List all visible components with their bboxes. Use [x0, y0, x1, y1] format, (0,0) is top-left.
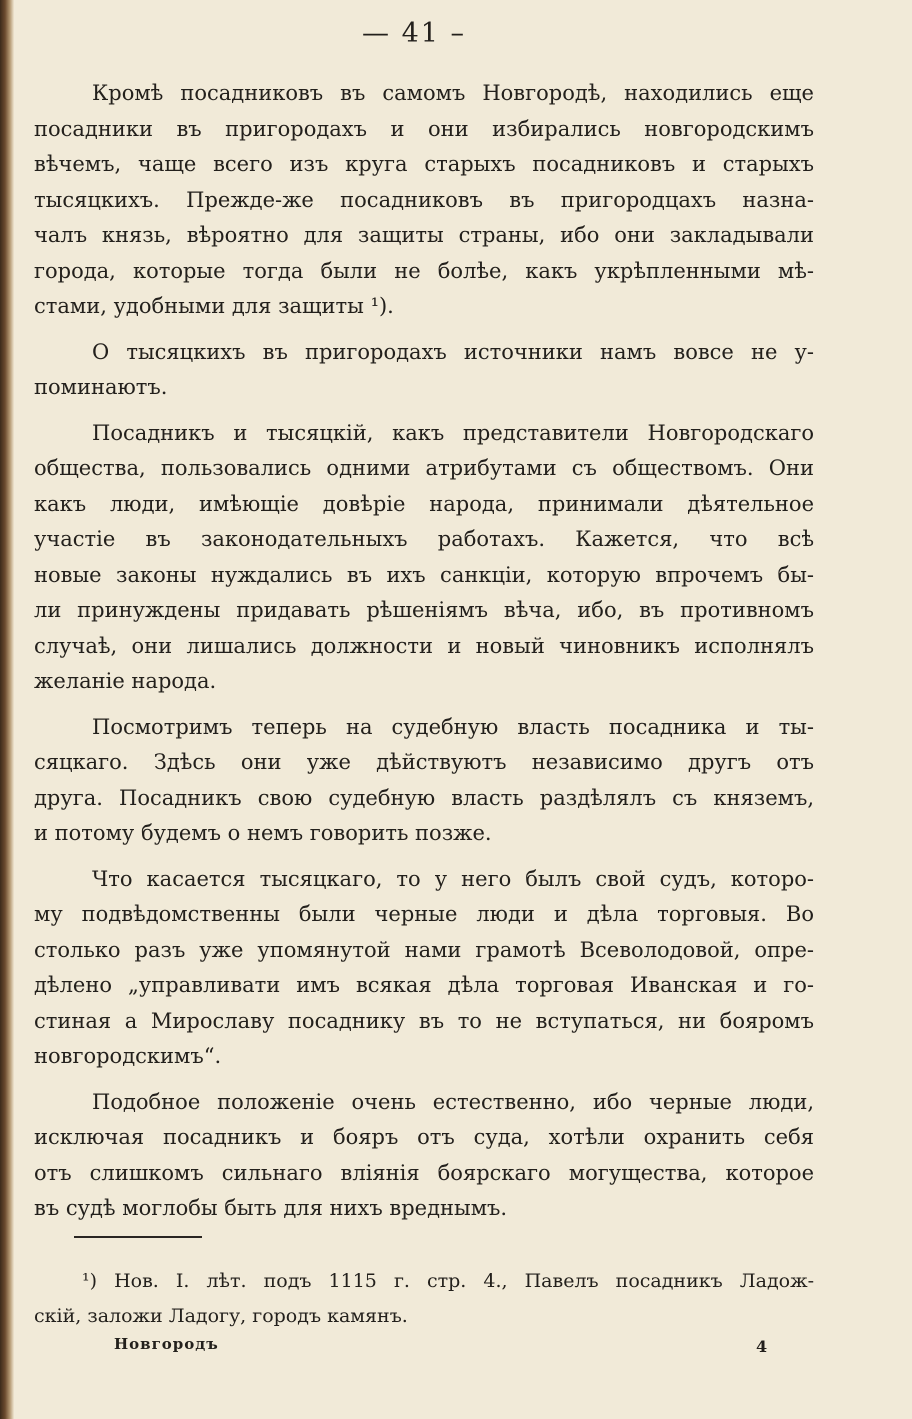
- paragraph-line: общества, пользовались одними атрибутами съ обществомъ. Они: [34, 456, 814, 480]
- sheet-number: 4: [756, 1337, 768, 1356]
- paragraph-line: ли принуждены придавать рѣшеніямъ вѣча, ибо, въ противномъ: [34, 598, 814, 622]
- footnote-line: ¹) Нов. І. лѣт. подъ 1115 г. стр. 4., Павелъ посадникъ Ладож-: [82, 1270, 814, 1292]
- paragraph-line: въ судѣ моглобы быть для нихъ вреднымъ.: [34, 1196, 508, 1220]
- paragraph-6: [34, 1085, 814, 1227]
- paragraph-line: стами, удобными для защиты ¹).: [34, 294, 394, 318]
- paragraph-3: [34, 416, 814, 700]
- paragraph-line: новые законы нуждались въ ихъ санкціи, которую впрочемъ бы-: [34, 562, 814, 587]
- paragraph-line: Посмотримъ теперь на судебную власть посадника и ты-: [92, 714, 814, 739]
- footnote: [34, 1264, 814, 1334]
- paragraph-line: тысяцкихъ. Прежде-же посадниковъ въ пригородцахъ назна-: [34, 187, 814, 212]
- paragraph-line: участіе въ законодательныхъ работахъ. Кажется, что всѣ: [34, 527, 814, 551]
- paragraph-4: [34, 710, 814, 852]
- paragraph-line: Посадникъ и тысяцкій, какъ представители Новгородскаго: [92, 420, 814, 445]
- page-number: — 41 –: [361, 18, 467, 49]
- paragraph-line: Подобное положеніе очень естественно, ибо черные люди,: [92, 1089, 814, 1114]
- paragraph-line: стиная а Мирославу посаднику въ то не вступаться, ни бояромъ: [34, 1008, 814, 1033]
- document-page: [34, 0, 834, 1419]
- paragraph-line: друга. Посадникъ свою судебную власть раздѣлялъ съ княземъ,: [34, 785, 814, 810]
- paragraph-line: дѣлено „управливати имъ всякая дѣла торговая Иванская и го-: [34, 973, 814, 997]
- paragraph-line: му подвѣдомственны были черные люди и дѣла торговыя. Во: [34, 902, 814, 926]
- paragraph-line: исключая посадникъ и бояръ отъ суда, хотѣли охранить себя: [34, 1125, 814, 1149]
- page-binding-edge: [0, 0, 14, 1419]
- paragraph-line: и потому будемъ о немъ говорить позже.: [34, 821, 492, 845]
- paragraph-line: новгородскимъ“.: [34, 1044, 222, 1068]
- paragraph-line: столько разъ уже упомянутой нами грамотѣ Всеволодовой, опре-: [34, 937, 814, 962]
- paragraph-1: [34, 76, 814, 325]
- footnote-line: скій, заложи Ладогу, городъ камянъ.: [34, 1305, 408, 1327]
- paragraph-line: чалъ князь, вѣроятно для защиты страны, ибо они закладывали: [34, 223, 814, 247]
- footnote-divider: [74, 1236, 202, 1238]
- paragraph-line: поминаютъ.: [34, 375, 168, 399]
- paragraph-line: города, которые тогда были не болѣе, какъ укрѣпленными мѣ-: [34, 258, 814, 283]
- printer-signature: Новгородъ: [114, 1335, 219, 1353]
- paragraph-line: Кромѣ посадниковъ въ самомъ Новгородѣ, находились еще: [92, 81, 814, 105]
- paragraph-2: [34, 335, 814, 406]
- paragraph-line: сяцкаго. Здѣсь они уже дѣйствуютъ независимо другъ отъ: [34, 750, 814, 774]
- paragraph-line: Что касается тысяцкаго, то у него былъ свой судъ, которо-: [92, 866, 814, 891]
- paragraph-line: О тысяцкихъ въ пригородахъ источники намъ вовсе не у-: [92, 339, 814, 364]
- paragraph-line: вѣчемъ, чаще всего изъ круга старыхъ посадниковъ и старыхъ: [34, 152, 814, 176]
- paragraph-5: [34, 862, 814, 1075]
- paragraph-line: посадники въ пригородахъ и они избирались новгородскимъ: [34, 116, 814, 141]
- paragraph-line: случаѣ, они лишались должности и новый чиновникъ исполнялъ: [34, 633, 814, 658]
- body-text: [34, 76, 814, 1237]
- paragraph-line: отъ слишкомъ сильнаго вліянія боярскаго могущества, которое: [34, 1160, 814, 1185]
- paragraph-line: какъ люди, имѣющіе довѣріе народа, принимали дѣятельное: [34, 491, 814, 516]
- paragraph-line: желаніе народа.: [34, 669, 217, 693]
